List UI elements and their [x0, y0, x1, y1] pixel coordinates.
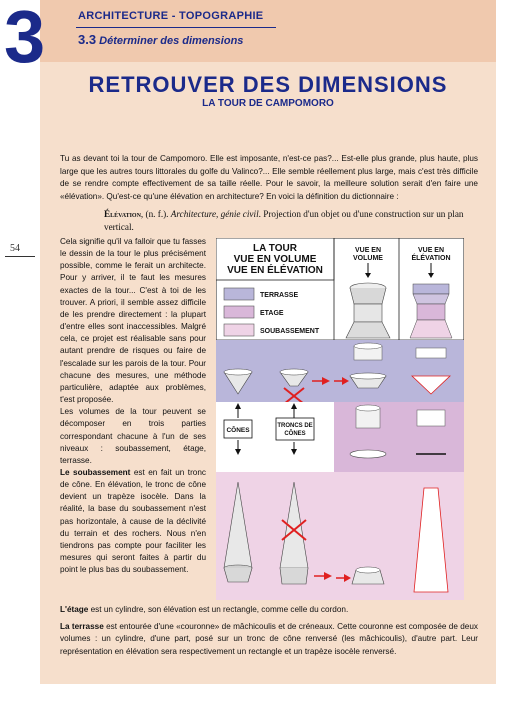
chapter-rule — [76, 27, 276, 28]
body-bottom-text — [60, 604, 478, 662]
definition-domain: Architecture, génie civil — [170, 209, 259, 219]
rectangle-elevation-icon — [416, 348, 446, 358]
page-title: RETROUVER DES DIMENSIONS — [88, 72, 448, 97]
definition-word: Élévation — [104, 209, 141, 219]
truncated-cone-icon — [280, 568, 308, 584]
page-number-rule — [5, 256, 35, 257]
legend-swatch-terrasse — [224, 288, 254, 300]
body-paragraph — [60, 604, 478, 617]
section-title: Déterminer des dimensions — [99, 35, 244, 47]
body-text: est en fait un tronc de cône. En élévation, le tronc de cône devient un trapèze isocèle. Dans la réalité, la base du soubassement n'est pas horizontale, à cause de la déclivité du terrain et des rochers. Nous n'en tiendrons pas compte pour faciliter les mesures qui seront faites à partir du point le plus bas du soubassement. — [60, 467, 206, 575]
term-terrasse: La terrasse — [60, 621, 104, 631]
troncs-label-2: CÔNES — [284, 431, 306, 437]
col-elev-2: ÉLÉVATION — [411, 255, 451, 262]
cones-label: CÔNES — [226, 427, 250, 434]
disc-icon — [350, 450, 386, 458]
troncs-label-1: TRONCS DE — [277, 423, 313, 429]
figure-title-3: VUE EN ÉLÉVATION — [227, 265, 323, 276]
intro-paragraph: Tu as devant toi la tour de Campomoro. Elle est imposante, n'est-ce pas?... Est-elle plus grande, plus haute, plus large que les autres tours littorales du golfe du Valinco?... Elle semble réellement plus large, mais c'est très difficile de se rendre compte effectivement de sa taille réelle. Pour le savoir, la meilleure solution serait d'en faire une «élévation». Qu'est-ce qu'une élévation en architecture? En voici la définition du dictionnaire : — [60, 154, 478, 201]
body-paragraph: Les volumes de la tour peuvent se décomposer en trois parties correspondant chacune à l'un de ses niveaux : soubassement, étage, terrasse. — [60, 407, 206, 465]
col-elev-1: VUE EN — [417, 247, 445, 254]
legend-etage: ETAGE — [260, 310, 284, 317]
body-left-column — [60, 236, 206, 576]
figure-title-2: VUE EN VOLUME — [233, 254, 317, 265]
footer-margin — [0, 684, 509, 720]
page-subtitle: LA TOUR DE CAMPOMORO — [202, 98, 334, 109]
body-paragraph — [60, 621, 478, 659]
truncated-cone-icon — [224, 568, 252, 582]
body-paragraph: Cela signifie qu'il va falloir que tu fasses le dessin de la tour le plus précisément possible, comme le ferait un architecte. Pour y arriver, il te faut les mesures exactes de la tour... C'est à toi de les trouver. A priori, il semble assez difficile de les prendre directement : la plupart d'entre elles sont inaccessibles. Malgré cela, ce projet est réalisable sans pour autant prendre de risques ou faire de l'escalade sur les parois de la tour. Pour chacune des mesures, une méthode particulière, adaptée aux problèmes, t'est proposée. — [60, 237, 206, 405]
legend-terrasse: TERRASSE — [260, 292, 299, 299]
legend-swatch-soubassement — [224, 324, 254, 336]
section-heading — [78, 32, 243, 47]
page-number: 54 — [10, 243, 20, 254]
term-soubassement: Le soubassement — [60, 467, 131, 477]
legend-soubassement: SOUBASSEMENT — [260, 328, 320, 335]
left-margin — [0, 0, 40, 720]
col-volume-2: VOLUME — [353, 255, 383, 262]
body-text: est entourée d'une «couronne» de mâchicoulis et de créneaux. Cette couronne est composée de deux volumes : un cylindre, d'une part, posé sur un tronc de cône renversé (les mâchicoulis), d'autre part. Leur représentation en élévation sera respectivement un rectangle et un trapèze isocèle renversé. — [60, 621, 478, 656]
body-paragraph — [60, 467, 206, 576]
term-etage: L'étage — [60, 605, 89, 614]
definition-text: . Projection d'un objet ou d'une construction sur un plan vertical. — [104, 209, 464, 232]
rectangle-elevation-icon — [417, 410, 445, 426]
dictionary-definition — [104, 208, 464, 233]
chapter-title: ARCHITECTURE - TOPOGRAPHIE — [78, 10, 264, 22]
section-number: 3.3 — [78, 32, 97, 47]
figure-title-1: LA TOUR — [253, 243, 297, 254]
body-text: est un cylindre, son élévation est un rectangle, comme celle du cordon. — [88, 605, 349, 614]
chapter-number: 3 — [4, 0, 46, 78]
right-margin — [496, 0, 509, 700]
definition-grammar: , (n. f.). — [140, 209, 171, 219]
legend-swatch-etage — [224, 306, 254, 318]
tower-figure — [216, 238, 464, 600]
col-volume-1: VUE EN — [354, 247, 382, 254]
